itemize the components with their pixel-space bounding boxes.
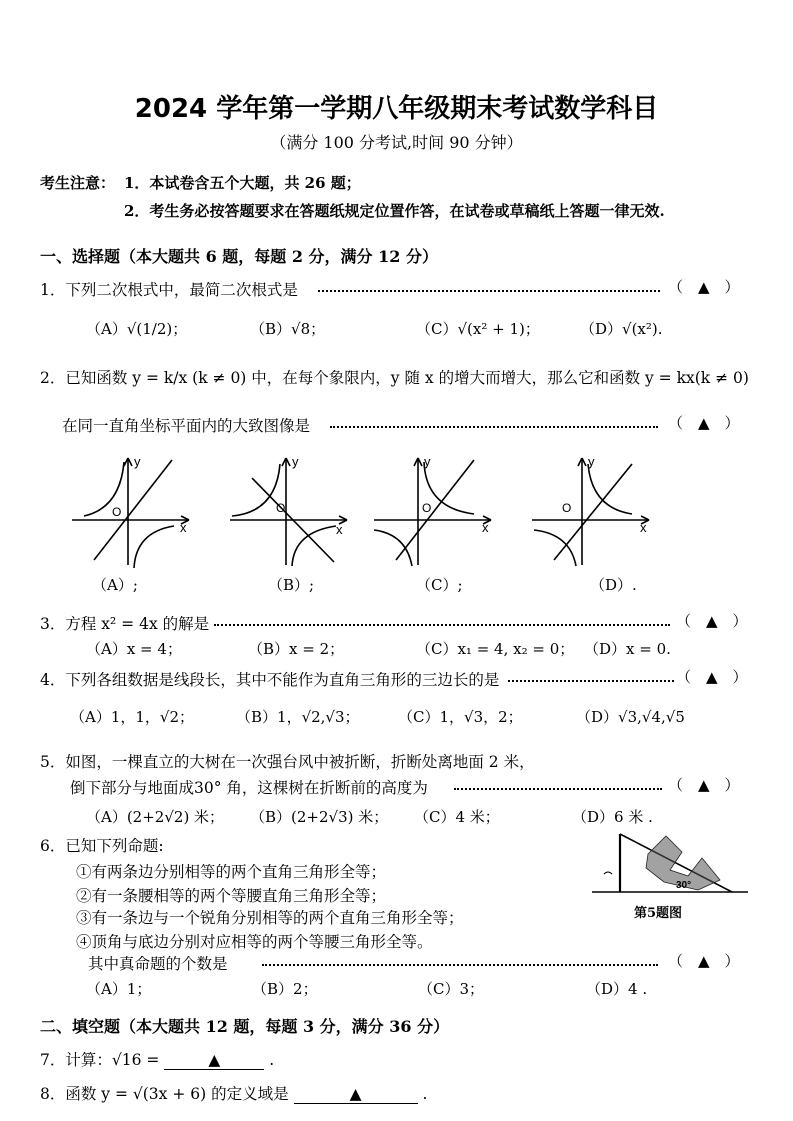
svg-text:y: y [424, 454, 431, 469]
section-1-title: 一、选择题（本大题共 6 题，每题 2 分，满分 12 分） [40, 247, 438, 266]
q5-stem-line1: 5．如图，一棵直立的大树在一次强台风中被折断，折断处离地面 2 米， [40, 753, 535, 771]
q1-stem: 1．下列二次根式中，最简二次根式是 [40, 281, 298, 299]
q8-stem [40, 1082, 427, 1104]
q4-leader [508, 672, 674, 682]
q3-answer-marker: （ ▲ ） [676, 612, 748, 630]
notice-item-2: 2．考生务必按答题要求在答题纸规定位置作答，在试卷或草稿纸上答题一律无效. [124, 202, 665, 220]
q3-option-c: （C）x₁ = 4, x₂ = 0； [416, 640, 575, 658]
svg-text:x: x [640, 520, 647, 535]
q4-answer-marker: （ ▲ ） [676, 668, 748, 686]
svg-text:x: x [180, 520, 187, 535]
q2-caption-b: （B）; [268, 576, 315, 594]
q6-option-b: （B）2； [252, 980, 318, 998]
q4-option-d: （D）√3,√4,√5 [576, 708, 685, 726]
svg-text:x: x [336, 522, 343, 537]
q8-answer-blank[interactable]: ▲ [294, 1085, 418, 1104]
q1-leader [318, 282, 660, 292]
q6-answer-marker: （ ▲ ） [668, 952, 740, 970]
q8-stem-text: 8．函数 y = √(3x + 6) 的定义域是 [40, 1085, 289, 1103]
q6-prop-4: ④顶角与底边分别对应相等的两个等腰三角形全等。 [76, 933, 433, 951]
q6-option-a: （A）1； [86, 980, 152, 998]
svg-text:y: y [588, 454, 595, 469]
svg-text:y: y [292, 454, 299, 469]
q7-stem-text: 7．计算：√16 = [40, 1051, 160, 1069]
notice-item-1: 1．本试卷含五个大题，共 26 题； [124, 174, 361, 192]
svg-text:O: O [276, 501, 286, 515]
q4-option-c: （C）1，√3，2； [398, 708, 523, 726]
q1-option-b: （B）√8； [250, 320, 326, 338]
q5-option-c: （C）4 米； [414, 808, 500, 826]
q5-option-a: （A）(2+2√2) 米； [86, 808, 225, 826]
exam-subtitle: （满分 100 分考试,时间 90 分钟） [270, 133, 523, 152]
q3-option-a: （A）x = 4； [86, 640, 182, 658]
q5-figure-broken-tree [590, 830, 750, 896]
q6-stem: 6．已知下列命题: [40, 837, 164, 855]
q6-prop-3: ③有一条边与一个锐角分别相等的两个直角三角形全等； [76, 909, 464, 927]
q6-prop-2: ②有一条腰相等的两个等腰直角三角形全等； [76, 887, 387, 905]
q3-leader [214, 616, 670, 626]
q1-option-d: （D）√(x²). [580, 320, 663, 338]
q7-answer-blank[interactable]: ▲ [164, 1051, 264, 1070]
q5-option-d: （D）6 米 . [572, 808, 653, 826]
q5-option-b: （B）(2+2√3) 米； [250, 808, 389, 826]
q7-end: . [269, 1051, 275, 1069]
q3-option-d: （D）x = 0. [584, 640, 671, 658]
q5-leader [454, 780, 662, 790]
q2-caption-a: （A）; [92, 576, 138, 594]
q2-stem-line2: 在同一直角坐标平面内的大致图像是 [62, 417, 311, 435]
notice-label: 考生注意： [40, 174, 116, 192]
q2-stem-line1: 2．已知函数 y = k/x (k ≠ 0) 中，在每个象限内，y 随 x 的增大而增大，那么它和函数 y = kx(k ≠ 0) [40, 369, 749, 387]
q2-graph-a [64, 450, 194, 570]
q7-stem [40, 1048, 274, 1070]
q3-option-b: （B）x = 2； [248, 640, 345, 658]
q5-figure-angle-label: 30° [676, 880, 692, 891]
q4-stem: 4．下列各组数据是线段长，其中不能作为直角三角形的三边长的是 [40, 671, 500, 689]
q2-leader [330, 418, 658, 428]
svg-text:O: O [562, 501, 572, 515]
q3-stem: 3．方程 x² = 4x 的解是 [40, 615, 210, 633]
svg-text:O: O [112, 505, 122, 519]
q6-option-c: （C）3； [418, 980, 485, 998]
q8-end: . [422, 1085, 428, 1103]
q4-option-a: （A）1，1，√2； [70, 708, 195, 726]
section-2-title: 二、填空题（本大题共 12 题，每题 3 分，满分 36 分） [40, 1017, 450, 1036]
q6-prop-1: ①有两条边分别相等的两个直角三角形全等； [76, 863, 387, 881]
svg-text:y: y [134, 454, 141, 469]
q2-caption-c: （C）; [416, 576, 463, 594]
q6-ask: 其中真命题的个数是 [88, 955, 228, 973]
svg-text:x: x [482, 520, 489, 535]
q2-answer-marker: （ ▲ ） [668, 414, 740, 432]
q5-stem-line2: 倒下部分与地面成30° 角，这棵树在折断前的高度为 [70, 779, 428, 797]
exam-title: 2024 学年第一学期八年级期末考试数学科目 [134, 94, 659, 124]
q5-figure-caption: 第5题图 [634, 906, 683, 921]
q1-option-c: （C）√(x² + 1)； [416, 320, 540, 338]
q1-answer-marker: （ ▲ ） [668, 278, 740, 296]
q2-caption-d: （D）. [590, 576, 637, 594]
q2-graph-d [524, 450, 654, 570]
q1-option-a: （A）√(1/2)； [86, 320, 188, 338]
svg-text:O: O [422, 501, 432, 515]
q5-answer-marker: （ ▲ ） [668, 776, 740, 794]
q2-graph-b [222, 450, 352, 570]
q6-option-d: （D）4 . [586, 980, 648, 998]
q4-option-b: （B）1，√2,√3； [236, 708, 360, 726]
q6-leader [262, 956, 658, 966]
q2-graph-c [366, 450, 496, 570]
